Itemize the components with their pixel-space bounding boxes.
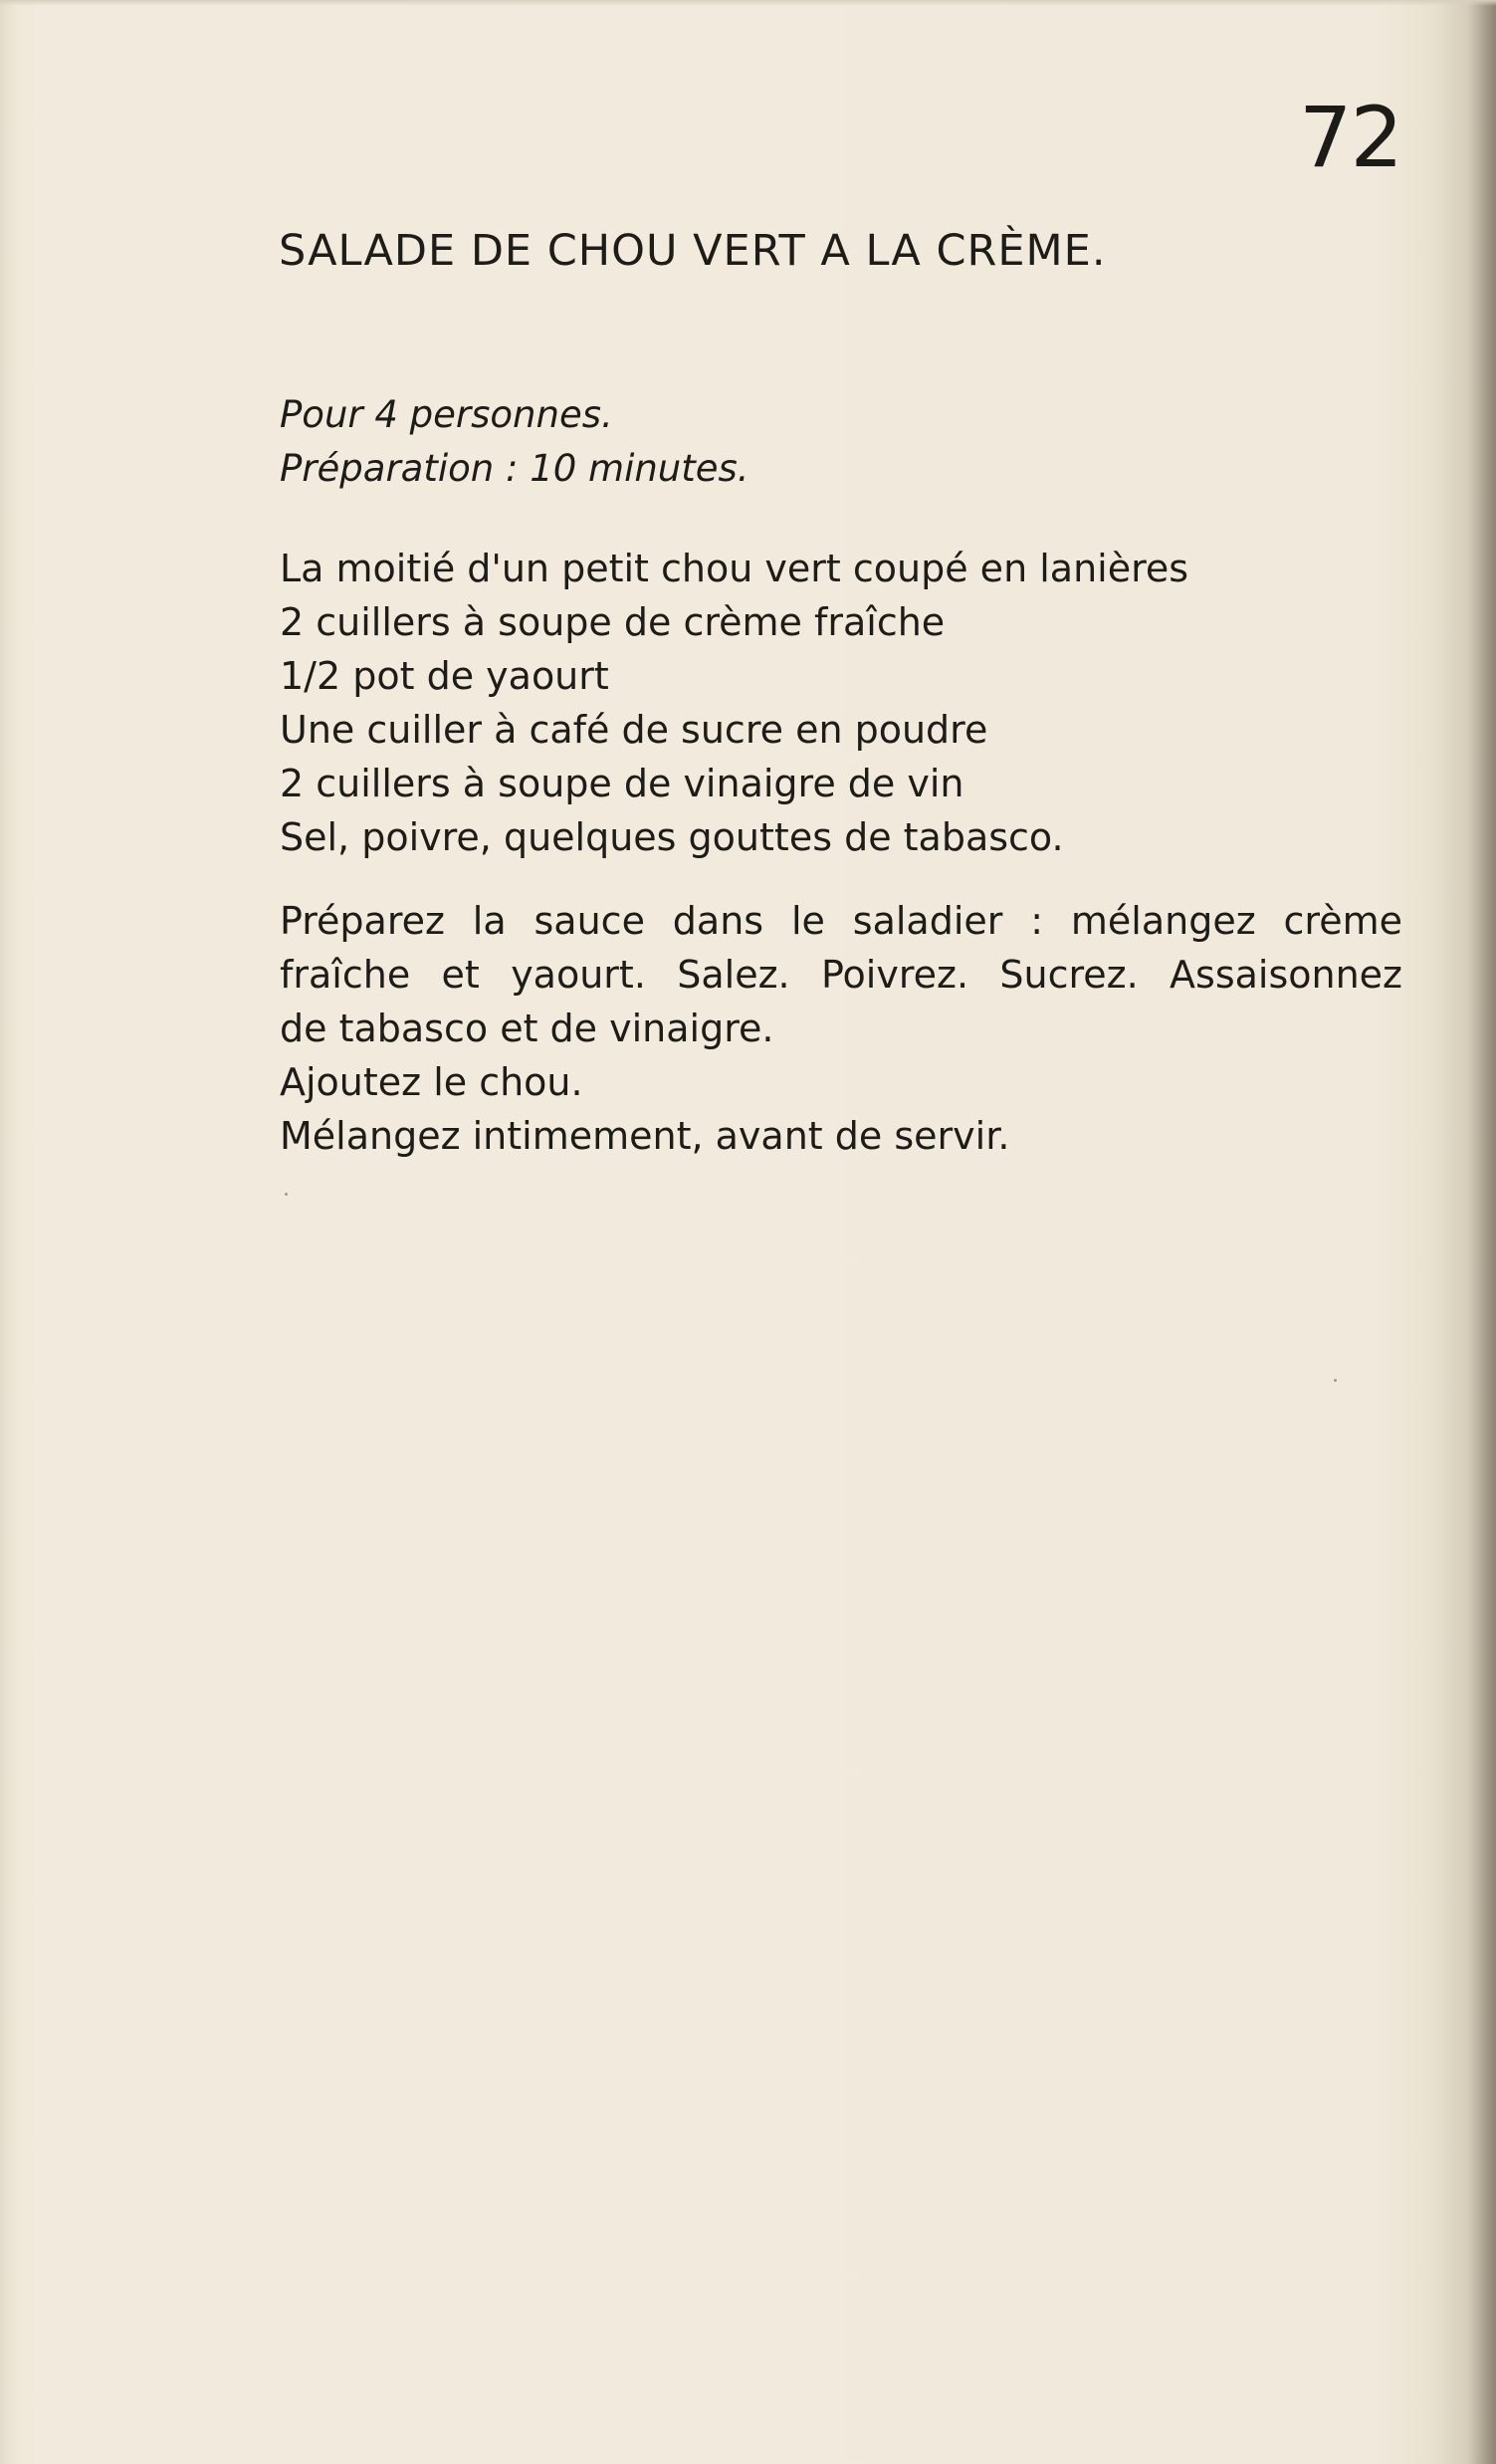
paper-speck (1334, 1379, 1337, 1382)
servings-text: Pour 4 personnes. (280, 393, 613, 436)
ingredient-item: 1/2 pot de yaourt (280, 654, 609, 698)
preparation-time-text: Préparation : 10 minutes. (280, 447, 749, 490)
ingredient-item: Sel, poivre, quelques gouttes de tabasco. (280, 815, 1064, 859)
page-top-edge (0, 0, 1496, 6)
ingredient-item: La moitié d'un petit chou vert coupé en lanières (280, 547, 1189, 590)
instruction-line: Mélangez intimement, avant de servir. (280, 1114, 1010, 1158)
instruction-line: Ajoutez le chou. (280, 1060, 583, 1104)
paper-speck (285, 1193, 288, 1196)
ingredients-list (280, 542, 1188, 864)
ingredient-item: Une cuiller à café de sucre en poudre (280, 708, 988, 752)
ingredient-item: 2 cuillers à soupe de vinaigre de vin (280, 762, 964, 805)
recipe-title: SALADE DE CHOU VERT A LA CRÈME. (279, 226, 1107, 276)
recipe-instructions (280, 894, 1402, 1163)
page-number: 72 (1299, 89, 1401, 186)
recipe-meta (280, 388, 749, 496)
instruction-line: fraîche et yaourt. Salez. Poivrez. Sucrez. Assaisonnez (280, 953, 1402, 997)
instruction-line: Préparez la sauce dans le saladier : mélangez crème (280, 899, 1402, 943)
ingredient-item: 2 cuillers à soupe de crème fraîche (280, 600, 946, 644)
instruction-line: de tabasco et de vinaigre. (280, 1007, 774, 1050)
